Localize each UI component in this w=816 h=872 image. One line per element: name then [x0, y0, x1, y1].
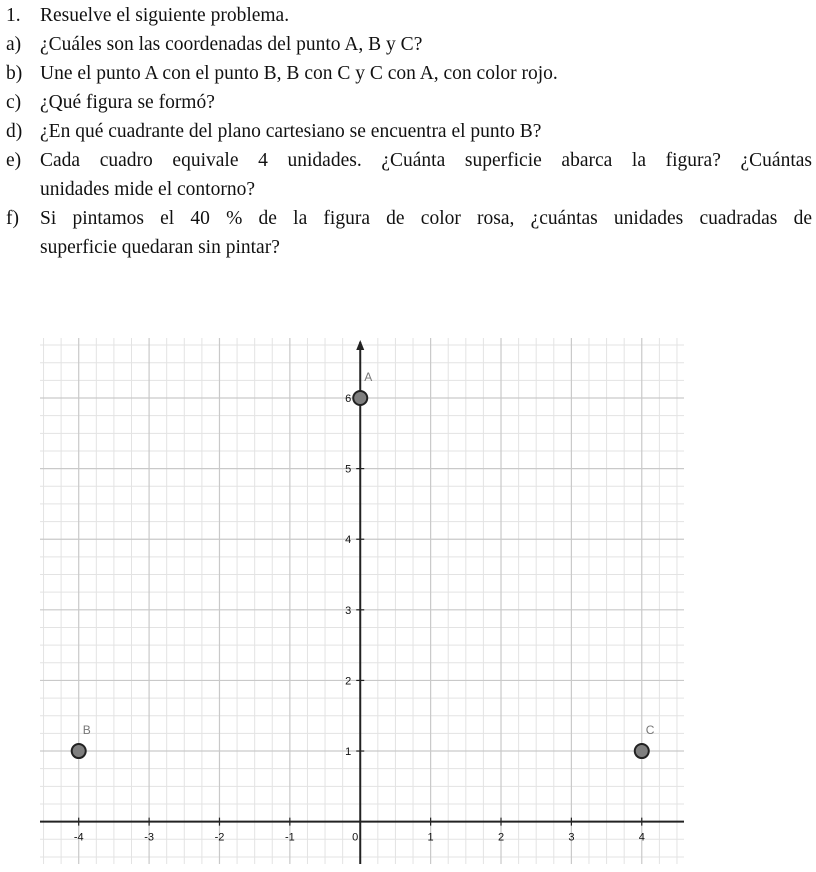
- question-e-label: e): [6, 150, 22, 171]
- y-tick-label-5: 5: [345, 463, 352, 476]
- y-tick-label-4: 4: [345, 534, 352, 547]
- y-tick-label-2: 2: [345, 675, 352, 688]
- point-label-b: B: [82, 723, 91, 738]
- y-tick-label-1: 1: [345, 746, 352, 759]
- question-b-text: Une el punto A con el punto B, B con C y C con A, con color rojo.: [40, 63, 558, 84]
- question-e-text-line1: Cada cuadro equivale 4 unidades. ¿Cuánta superficie abarca la figura? ¿Cuántas: [40, 150, 812, 171]
- x-tick-label-1: 1: [427, 831, 434, 844]
- question-a-label: a): [6, 34, 22, 55]
- x-tick-label--4: -4: [73, 831, 84, 844]
- heading-text: Resuelve el siguiente problema.: [40, 5, 290, 26]
- question-f-text-line2: superficie quedaran sin pintar?: [40, 237, 280, 258]
- point-label-a: A: [364, 370, 373, 385]
- heading-number: 1.: [6, 5, 21, 26]
- x-tick-label--1: -1: [284, 831, 295, 844]
- x-tick-label-3: 3: [568, 831, 575, 844]
- x-tick-label--2: -2: [214, 831, 225, 844]
- x-tick-label-0: 0: [352, 831, 359, 844]
- x-tick-label-4: 4: [638, 831, 645, 844]
- x-tick-label--3: -3: [144, 831, 154, 844]
- question-a-text: ¿Cuáles son las coordenadas del punto A, B y C?: [40, 34, 423, 55]
- point-b: [72, 744, 86, 758]
- x-tick-label-2: 2: [497, 831, 505, 844]
- question-f-text-line1: Si pintamos el 40 % de la figura de color rosa, ¿cuántas unidades cuadradas de: [40, 208, 812, 229]
- question-c-label: c): [6, 92, 22, 113]
- question-c-text: ¿Qué figura se formó?: [40, 92, 215, 113]
- question-b-label: b): [6, 63, 23, 84]
- y-tick-label-3: 3: [345, 604, 352, 617]
- question-e-text-line2: unidades mide el contorno?: [40, 179, 255, 200]
- question-d-label: d): [6, 121, 23, 142]
- question-f-label: f): [6, 208, 19, 229]
- y-tick-label-6: 6: [345, 393, 352, 406]
- point-label-c: C: [645, 723, 655, 738]
- point-a: [353, 391, 367, 405]
- question-d-text: ¿En qué cuadrante del plano cartesiano se encuentra el punto B?: [40, 121, 542, 142]
- point-c: [635, 744, 649, 758]
